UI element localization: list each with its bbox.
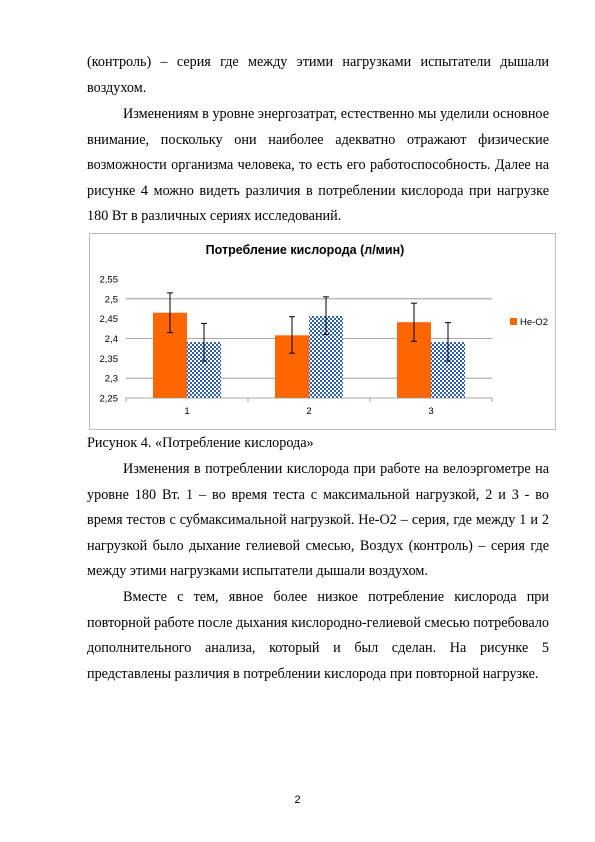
x-tick-label: 3 bbox=[428, 406, 434, 417]
legend-label-he-o2: He-O2 bbox=[520, 317, 548, 328]
y-tick-label: 2,55 bbox=[99, 274, 118, 286]
chart-canvas bbox=[90, 234, 555, 429]
y-tick-label: 2,25 bbox=[99, 393, 118, 405]
y-tick-label: 2,3 bbox=[104, 373, 118, 385]
x-tick-label: 2 bbox=[306, 406, 312, 417]
y-tick-label: 2,5 bbox=[104, 294, 118, 306]
paragraph-1: (контроль) – серия где между этими нагрузками испытатели дышали воздухом. bbox=[87, 54, 549, 96]
legend-swatch-he-o2 bbox=[510, 318, 517, 325]
oxygen-consumption-chart bbox=[89, 233, 556, 430]
page-number: 2 bbox=[294, 794, 301, 806]
y-tick-label: 2,35 bbox=[99, 353, 118, 365]
x-tick-label: 1 bbox=[184, 406, 190, 417]
paragraph-4: Вместе с тем, явное более низкое потребление кислорода при повторной работе после дыхания кислородно-гелиевой смесью потребовало дополнительного анализа, который и был сделан. На рисунке 5 представлены различия в потреблении кислорода при повторной нагрузке. bbox=[87, 589, 549, 682]
y-tick-label: 2,45 bbox=[99, 314, 118, 326]
figure-caption: Рисунок 4. «Потребление кислорода» bbox=[87, 435, 314, 451]
paragraph-3: Изменения в потреблении кислорода при работе на велоэргометре на уровне 180 Вт. 1 – во время теста с максимальной нагрузкой, 2 и 3 - во время тестов с субмаксимальной нагрузкой. He-O2 – серия, где между 1 и 2 нагрузкой было дыхание гелиевой смесью, Воздух (контроль) – серия где между этими нагрузками испытатели дышали воздухом. bbox=[87, 461, 549, 580]
y-tick-label: 2,4 bbox=[104, 334, 118, 345]
paragraph-2: Изменениям в уровне энергозатрат, естественно мы уделили основное внимание, поскольку они наиболее адекватно отражают физические возможности организма человека, то есть его работоспособность. Далее на рисунке 4 можно видеть различия в потреблении кислорода при нагрузке 180 Вт в различных сериях исследований. bbox=[87, 106, 549, 225]
chart-title: Потребление кислорода (л/мин) bbox=[205, 243, 405, 257]
bars bbox=[153, 313, 465, 398]
